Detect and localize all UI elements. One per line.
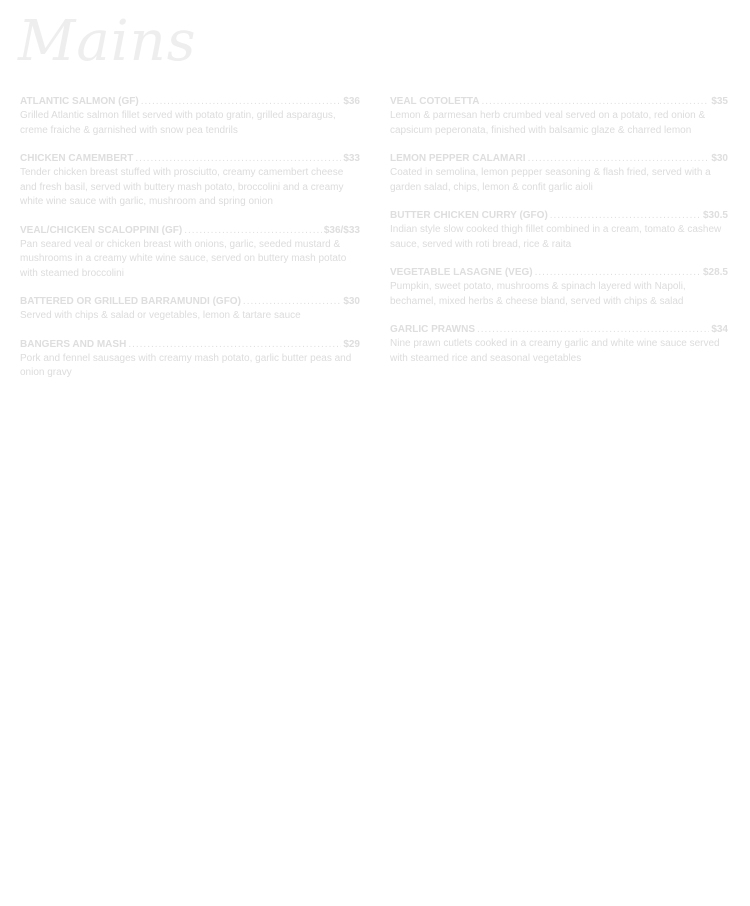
menu-item-name: ATLANTIC SALMON (GF) (20, 96, 139, 107)
menu-item-price: $34 (711, 324, 728, 335)
menu-item (20, 152, 360, 210)
dot-leader (184, 224, 322, 238)
menu-item-description: Lemon & parmesan herb crumbed veal served on a potato, red onion & capsicum peperonata, finished with balsamic glaze & charred lemon (390, 110, 706, 136)
menu-title: Mains (18, 9, 197, 74)
menu-item-description: Indian style slow cooked thigh fillet combined in a cream, tomato & cashew sauce, served with roti bread, rice & raita (390, 224, 722, 250)
menu-item-price: $30 (711, 153, 728, 164)
menu-item-name: CHICKEN CAMEMBERT (20, 153, 134, 164)
menu-item-price: $30.5 (702, 210, 728, 221)
menu-item-description: Pork and fennel sausages with creamy mash potato, garlic butter peas and onion gravy (20, 352, 352, 378)
dot-leader (141, 95, 342, 109)
menu-item-price: $30 (343, 296, 360, 307)
dot-leader (135, 152, 341, 166)
dot-leader (481, 95, 709, 109)
menu-item-header (20, 152, 360, 166)
menu-item-description: Tender chicken breast stuffed with prosciutto, creamy camembert cheese and fresh basil, served with buttery mash potato, broccolini and a creamy white wine sauce with garlic, mushroom and spring onion (20, 167, 344, 207)
menu-item-name: BATTERED OR GRILLED BARRAMUNDI (GFO) (20, 296, 241, 307)
menu-item-header (390, 95, 728, 109)
menu-item-description: Pumpkin, sweet potato, mushrooms & spinach layered with Napoli, bechamel, mixed herbs & cheese bland, served with chips & salad (390, 281, 686, 307)
menu-item-header (390, 323, 728, 337)
menu-item-description: Nine prawn cutlets cooked in a creamy garlic and white wine sauce served with steamed rice and seasonal vegetables (390, 338, 720, 364)
menu-item (390, 323, 728, 366)
dot-leader (535, 266, 701, 280)
menu-item-name: BANGERS AND MASH (20, 338, 127, 350)
menu-item (390, 209, 728, 252)
menu-item-name: GARLIC PRAWNS (390, 324, 475, 335)
menu-item-name: BUTTER CHICKEN CURRY (GFO) (390, 210, 548, 221)
menu-item-description: Coated in semolina, lemon pepper seasoning & flash fried, served with a garden salad, chips, lemon & confit garlic aioli (390, 167, 711, 193)
menu-item (390, 266, 728, 309)
menu-item (390, 152, 728, 195)
menu-item-header (390, 209, 728, 223)
menu-item-header (20, 224, 360, 238)
menu-item-header (390, 152, 728, 166)
menu-item-price: $35 (711, 96, 728, 107)
menu-column-left (20, 95, 360, 395)
menu-item-name: VEGETABLE LASAGNE (VEG) (390, 267, 533, 278)
menu-item-header (20, 95, 360, 109)
dot-leader (243, 295, 341, 309)
menu-item-price: $36/$33 (323, 224, 360, 236)
menu-item-name: VEAL COTOLETTA (390, 96, 480, 107)
dot-leader (550, 209, 701, 223)
menu-item-header (390, 266, 728, 280)
menu-item-price: $29 (343, 338, 360, 350)
menu-column-right (390, 95, 728, 380)
dot-leader (128, 338, 341, 352)
menu-item (20, 295, 360, 324)
menu-item-header (20, 338, 360, 352)
menu-item-price: $28.5 (702, 267, 728, 278)
menu-item-name: LEMON PEPPER CALAMARI (390, 153, 526, 164)
menu-item-description: Served with chips & salad or vegetables, lemon & tartare sauce (20, 310, 301, 321)
dot-leader (528, 152, 710, 166)
menu-item (20, 95, 360, 138)
menu-item-header (20, 295, 360, 309)
menu-item (20, 338, 360, 381)
menu-item-price: $36 (343, 96, 360, 107)
menu-item (20, 224, 360, 282)
dot-leader (477, 323, 709, 337)
menu-item-description: Pan seared veal or chicken breast with onions, garlic, seeded mustard & mushrooms in a creamy white wine sauce, served on buttery mash potato with steamed broccolini (20, 238, 347, 279)
menu-item-name: VEAL/CHICKEN SCALOPPINI (GF) (20, 224, 183, 236)
menu-item-description: Grilled Atlantic salmon fillet served with potato gratin, grilled asparagus, creme fraiche & garnished with snow pea tendrils (20, 110, 336, 136)
menu-item (390, 95, 728, 138)
menu-item-price: $33 (343, 153, 360, 164)
